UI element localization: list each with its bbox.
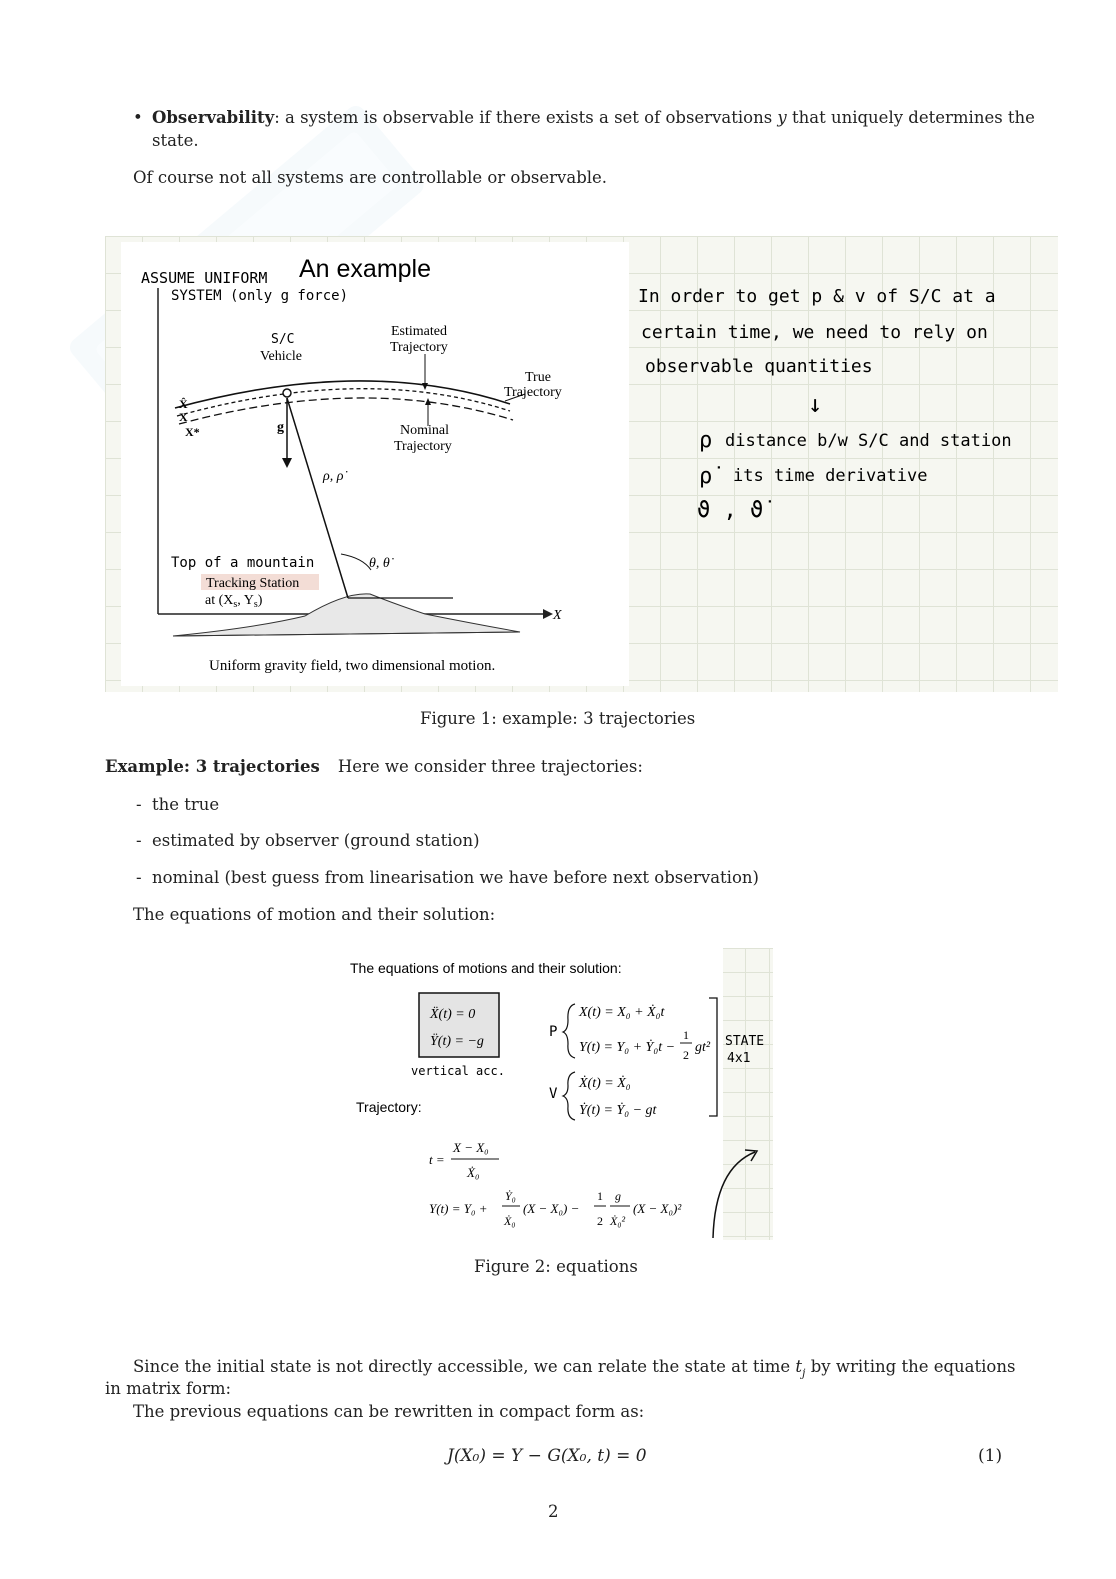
- hand-rho: ρ: [699, 428, 713, 453]
- observability-line1: [152, 107, 1035, 129]
- hand-top-mountain: Top of a mountain: [171, 555, 315, 571]
- hand-note-3: observable quantities: [645, 356, 873, 377]
- hand-rhodot-desc: its time derivative: [733, 466, 928, 486]
- slide-caption: Uniform gravity field, two dimensional motion.: [209, 658, 496, 674]
- hand-curved-arrow: [713, 1152, 755, 1238]
- eq-traj-f1-num: Ẏ₀: [505, 1189, 516, 1203]
- eq-t-num: X − X₀: [453, 1140, 489, 1155]
- label-at: at ($X_s$, $Y_s$): [205, 593, 263, 610]
- x-axis-label: X: [553, 608, 562, 623]
- eq-y-rhs: gt²: [695, 1040, 711, 1055]
- eq-x: X(t) = X₀ + Ẋ₀t: [579, 1005, 665, 1020]
- label-estimated-2: Trajectory: [390, 340, 448, 355]
- eq-yddot: Ÿ(t) = −g: [430, 1034, 484, 1049]
- figure-2: [337, 948, 773, 1240]
- observability-term: Observability: [152, 108, 275, 127]
- para-since-line2: in matrix form:: [105, 1379, 232, 1398]
- hand-note-2: certain time, we need to rely on: [641, 322, 988, 343]
- figure-1-caption: Figure 1: example: 3 trajectories: [420, 709, 696, 728]
- figure-2-caption: Figure 2: equations: [474, 1257, 638, 1276]
- list-item: estimated by observer (ground station): [152, 831, 480, 850]
- eq-traj-f3-num: g: [615, 1189, 621, 1203]
- hand-note-1: In order to get p & v of S/C at a: [638, 286, 996, 307]
- eq-traj-end: (X − X₀)²: [633, 1201, 682, 1216]
- eq-t-den: Ẋ₀: [467, 1165, 480, 1180]
- eq-traj-mid: (X − X₀) −: [523, 1201, 580, 1216]
- hand-state-1: STATE: [725, 1034, 765, 1049]
- list-item-dash: -: [136, 831, 142, 850]
- label-xstar: X*: [185, 425, 200, 439]
- estimated-trajectory: [177, 389, 510, 416]
- hand-v: V: [549, 1086, 558, 1102]
- eq-ydot: Ẏ(t) = Ẏ₀ − gt: [579, 1103, 657, 1118]
- hand-sc: S/C: [271, 332, 295, 347]
- observability-text-end: that uniquely determines the: [786, 108, 1035, 127]
- list-item-dash: -: [136, 868, 142, 887]
- list-item: the true: [152, 795, 220, 814]
- label-nominal-1: Nominal: [400, 423, 449, 438]
- var-y: y: [777, 108, 787, 127]
- eq-t-lhs: t =: [429, 1152, 445, 1167]
- x-axis-arrow: [543, 609, 553, 619]
- label-g: g: [277, 420, 284, 435]
- hand-rhodot: ρ̇: [699, 464, 713, 489]
- eq-traj-f2-den: 2: [597, 1214, 603, 1228]
- eq-y-lhs: Y(t) = Y₀ + Ẏ₀t −: [579, 1040, 676, 1055]
- label-true-2: Trajectory: [504, 385, 562, 400]
- vehicle-marker: [283, 389, 291, 397]
- observability-text: : a system is observable if there exists a set of observations: [274, 108, 778, 127]
- label-true-1: True: [525, 370, 551, 385]
- note-not-all: Of course not all systems are controllable or observable.: [133, 168, 608, 187]
- figure-2-equations: [337, 948, 773, 1240]
- label-theta: θ, θ̇: [369, 556, 390, 571]
- example-paragraph: [105, 756, 643, 778]
- bullet-marker: •: [133, 108, 143, 127]
- equation-1: J(X₀) = Y − G(X₀, t) = 0: [447, 1446, 647, 1466]
- var-t-sub: j: [802, 1366, 806, 1380]
- eq-traj-lhs: Y(t) = Y₀ +: [429, 1201, 488, 1216]
- label-nominal-2: Trajectory: [394, 439, 452, 454]
- example-intro: Here we consider three trajectories:: [337, 757, 643, 776]
- label-estimated-1: Estimated: [391, 324, 447, 339]
- hand-assume-1: ASSUME UNIFORM: [141, 269, 268, 287]
- para-since-line1: [133, 1356, 1015, 1384]
- hand-p: P: [549, 1024, 558, 1040]
- eq-traj-f1-den: Ẋ₀: [504, 1214, 516, 1228]
- figure-1: [105, 236, 1058, 692]
- observability-line2: state.: [152, 131, 199, 150]
- para-previous: The previous equations can be rewritten in compact form as:: [133, 1402, 645, 1421]
- eq-traj-f3-den: Ẋ₀²: [610, 1214, 626, 1228]
- hand-assume-2: SYSTEM (only g force): [171, 288, 349, 304]
- fig2-title: The equations of motions and their solution:: [350, 960, 622, 976]
- equations-intro: The equations of motion and their solution:: [133, 905, 496, 924]
- eq-traj-f2-num: 1: [597, 1189, 603, 1203]
- page-number: 2: [548, 1502, 559, 1521]
- hand-state-2: 4x1: [727, 1051, 751, 1066]
- eq-xdot: Ẋ(t) = Ẋ₀: [579, 1076, 631, 1091]
- list-item-dash: -: [136, 795, 142, 814]
- nominal-trajectory: [179, 398, 513, 424]
- var-t: t: [795, 1357, 803, 1376]
- label-trajectory: Trajectory:: [356, 1099, 422, 1115]
- para-since-text-end: by writing the equations: [805, 1357, 1016, 1376]
- figure-1-diagram: [105, 236, 1058, 692]
- eq-xddot: Ẍ(t) = 0: [430, 1007, 476, 1022]
- para-since-text: Since the initial state is not directly accessible, we can relate the state at time: [133, 1357, 796, 1376]
- eq-y-frac-den: 2: [683, 1048, 689, 1062]
- label-rho: ρ, ρ̇: [323, 469, 344, 484]
- hand-theta: ϑ , ϑ̇: [697, 498, 764, 523]
- hand-rho-desc: distance b/w S/C and station: [725, 431, 1012, 451]
- label-vehicle: Vehicle: [260, 349, 302, 364]
- slide-title: An example: [299, 255, 432, 283]
- label-tracking: Tracking Station: [206, 576, 300, 591]
- list-item: nominal (best guess from linearisation we have before next observation): [152, 868, 759, 887]
- hand-vertical: vertical acc.: [411, 1064, 505, 1078]
- label-xhat: X̂: [179, 397, 188, 411]
- eq-y-frac-num: 1: [683, 1028, 689, 1042]
- example-heading: Example: 3 trajectories: [105, 757, 320, 776]
- hand-arrow: ↓: [808, 390, 823, 418]
- equation-1-number: (1): [978, 1446, 1003, 1466]
- label-x: X: [179, 410, 188, 424]
